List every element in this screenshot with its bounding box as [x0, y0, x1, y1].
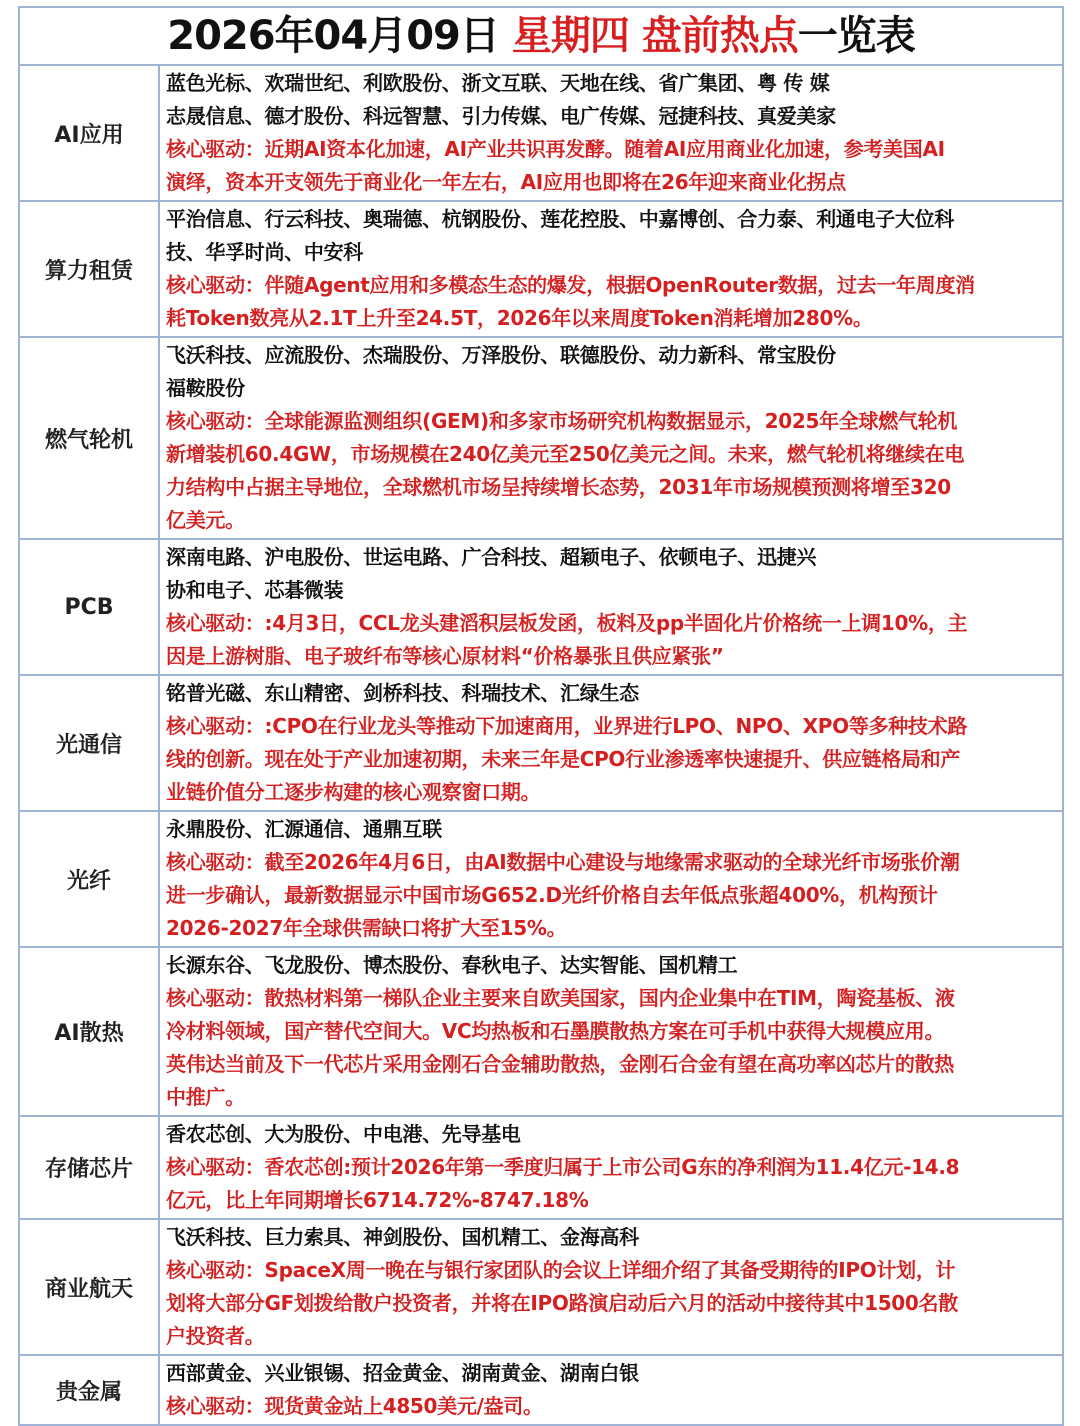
company-list-line: 永鼎股份、汇源通信、通鼎互联 — [166, 817, 442, 841]
company-list-line: 技、华孚时尚、中安科 — [166, 240, 363, 264]
sector-label: 光纤 — [20, 812, 160, 946]
sector-content — [160, 812, 1062, 946]
table-row — [20, 540, 1062, 676]
core-driver-line: 核心驱动：:4月3日，CCL龙头建滔积层板发函，板料及pp半固化片价格统一上调10%，主 — [166, 611, 968, 635]
core-driver-line: 亿美元。 — [166, 508, 245, 532]
core-driver-line: 冷材料领域，国产替代空间大。VC均热板和石墨膜散热方案在可手机中获得大规模应用。 — [166, 1019, 945, 1043]
core-driver-line: 英伟达当前及下一代芯片采用金刚石合金辅助散热，金刚石合金有望在高功率凶芯片的散热 — [166, 1052, 954, 1076]
title-weekday: 星期四 — [511, 13, 642, 59]
table-row — [20, 948, 1062, 1117]
sector-content — [160, 202, 1062, 336]
table-body — [20, 66, 1062, 1424]
title-date: 2026年04月09日 — [167, 13, 512, 59]
table-row — [20, 676, 1062, 812]
core-driver-line: 进一步确认，最新数据显示中国市场G652.D光纤价格自去年低点张超400%，机构预计 — [166, 883, 938, 907]
sector-content — [160, 540, 1062, 674]
core-driver-line: 核心驱动：近期AI资本化加速，AI产业共识再发酵。随着AI应用商业化加速，参考美国AI — [166, 137, 945, 161]
title-hot: 盘前热点 — [641, 13, 798, 59]
table-row — [20, 1220, 1062, 1356]
sector-label: PCB — [20, 540, 160, 674]
core-driver-line: 2026-2027年全球供需缺口将扩大至15%。 — [166, 916, 567, 940]
company-list-line: 飞沃科技、巨力索具、神剑股份、国机精工、金海高科 — [166, 1225, 639, 1249]
company-list-line: 平治信息、行云科技、奥瑞德、杭钢股份、莲花控股、中嘉博创、合力泰、利通电子大位科 — [166, 207, 954, 231]
table-row — [20, 338, 1062, 540]
core-driver-line: 核心驱动：截至2026年4月6日，由AI数据中心建设与地缘需求驱动的全球光纤市场张价潮 — [166, 850, 960, 874]
core-driver-line: 核心驱动：SpaceX周一晚在与银行家团队的会议上详细介绍了其备受期待的IPO计划，计 — [166, 1258, 956, 1282]
core-driver-line: 因是上游树脂、电子玻纤布等核心原材料“价格暴张且供应紧张” — [166, 644, 724, 668]
core-driver-line: 中推广。 — [166, 1085, 245, 1109]
table-row — [20, 1117, 1062, 1220]
core-driver-line: 线的创新。现在处于产业加速初期，未来三年是CPO行业渗透率快速提升、供应链格局和产 — [166, 747, 961, 771]
table-row — [20, 202, 1062, 338]
core-driver-line: 划将大部分GF划拨给散户投资者，并将在IPO路演启动后六月的活动中接待其中1500名散 — [166, 1291, 958, 1315]
table-row — [20, 66, 1062, 202]
sector-label: 存储芯片 — [20, 1117, 160, 1218]
company-list-line: 志晟信息、德才股份、科远智慧、引力传媒、电广传媒、冠捷科技、真爱美家 — [166, 104, 836, 128]
core-driver-line: 耗Token数亮从2.1T上升至24.5T，2026年以来周度Token消耗增加280%。 — [166, 306, 873, 330]
core-driver-line: 演绎，资本开支领先于商业化一年左右，AI应用也即将在26年迎来商业化拐点 — [166, 170, 846, 194]
page-title — [20, 8, 1062, 66]
company-list-line: 飞沃科技、应流股份、杰瑞股份、万泽股份、联德股份、动力新科、常宝股份 — [166, 343, 836, 367]
sector-content — [160, 676, 1062, 810]
sector-content — [160, 1220, 1062, 1354]
core-driver-line: 业链价值分工逐步构建的核心观察窗口期。 — [166, 780, 541, 804]
sector-content — [160, 338, 1062, 538]
company-list-line: 深南电路、沪电股份、世运电路、广合科技、超颖电子、依顿电子、迅捷兴 — [166, 545, 817, 569]
title-suffix: 一览表 — [797, 13, 915, 59]
table-row — [20, 1356, 1062, 1424]
sector-label: 算力租赁 — [20, 202, 160, 336]
sector-label: 商业航天 — [20, 1220, 160, 1354]
sector-label: 燃气轮机 — [20, 338, 160, 538]
table-row — [20, 812, 1062, 948]
company-list-line: 长源东谷、飞龙股份、博杰股份、春秋电子、达实智能、国机精工 — [166, 953, 738, 977]
core-driver-line: 核心驱动：散热材料第一梯队企业主要来自欧美国家，国内企业集中在TIM，陶瓷基板、液 — [166, 986, 955, 1010]
sector-content — [160, 948, 1062, 1115]
core-driver-line: 核心驱动：香农芯创:预计2026年第一季度归属于上市公司G东的净利润为11.4亿元-14.8 — [166, 1155, 960, 1179]
sector-label: 光通信 — [20, 676, 160, 810]
sector-content — [160, 1356, 1062, 1424]
company-list-line: 西部黄金、兴业银锡、招金黄金、湖南黄金、湖南白银 — [166, 1361, 639, 1385]
core-driver-line: 核心驱动：现货黄金站上4850美元/盎司。 — [166, 1394, 543, 1418]
core-driver-line: 新增装机60.4GW，市场规模在240亿美元至250亿美元之间。未来，燃气轮机将继续在电 — [166, 442, 965, 466]
sector-content — [160, 1117, 1062, 1218]
sector-label: 贵金属 — [20, 1356, 160, 1424]
core-driver-line: 户投资者。 — [166, 1324, 265, 1348]
company-list-line: 铭普光磁、东山精密、剑桥科技、科瑞技术、汇绿生态 — [166, 681, 639, 705]
core-driver-line: 亿元，比上年同期增长6714.72%-8747.18% — [166, 1188, 589, 1212]
sector-content — [160, 66, 1062, 200]
hotspot-table — [18, 6, 1064, 1426]
company-list-line: 福鞍股份 — [166, 376, 245, 400]
company-list-line: 协和电子、芯碁微装 — [166, 578, 344, 602]
sector-label: AI应用 — [20, 66, 160, 200]
core-driver-line: 力结构中占据主导地位，全球燃机市场呈持续增长态势，2031年市场规模预测将增至320 — [166, 475, 951, 499]
sector-label: AI散热 — [20, 948, 160, 1115]
company-list-line: 蓝色光标、欢瑞世纪、利欧股份、浙文互联、天地在线、省广集团、粤 传 媒 — [166, 71, 830, 95]
core-driver-line: 核心驱动：:CPO在行业龙头等推动下加速商用，业界进行LPO、NPO、XPO等多种技术路 — [166, 714, 968, 738]
core-driver-line: 核心驱动：伴随Agent应用和多模态生态的爆发，根据OpenRouter数据，过去一年周度消 — [166, 273, 975, 297]
core-driver-line: 核心驱动：全球能源监测组织(GEM)和多家市场研究机构数据显示，2025年全球燃气轮机 — [166, 409, 958, 433]
company-list-line: 香农芯创、大为股份、中电港、先导基电 — [166, 1122, 521, 1146]
